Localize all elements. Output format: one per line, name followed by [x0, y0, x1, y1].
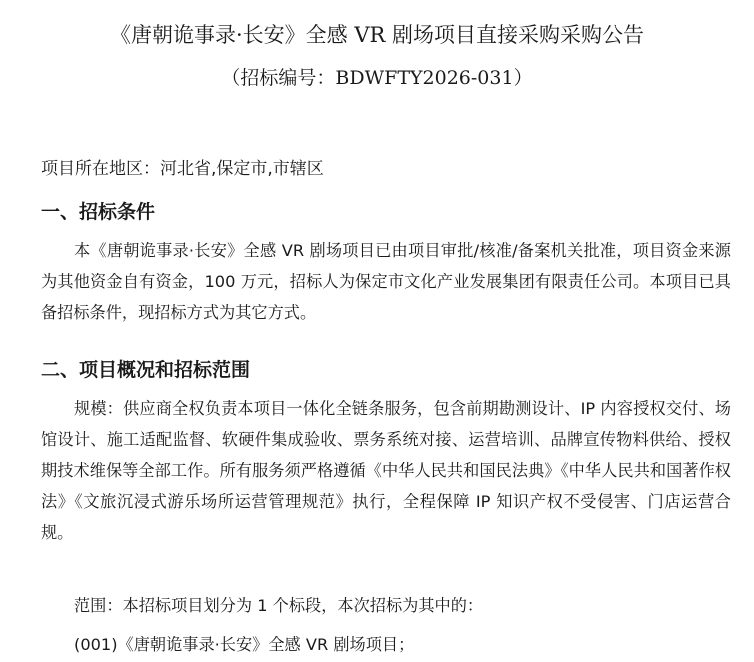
project-scope-line: 范围：本招标项目划分为 1 个标段，本次招标为其中的： — [74, 596, 484, 615]
tender-number: （招标编号：BDWFTY2026-031） — [221, 67, 533, 89]
notice-title: 《唐朝诡事录·长安》全感 VR 剧场项目直接采购采购公告 — [109, 23, 644, 47]
section-heading-project-overview: 二、项目概况和招标范围 — [41, 359, 251, 381]
bid-conditions-paragraph: 本《唐朝诡事录·长安》全感 VR 剧场项目已由项目审批/核准/备案机关批准，项目资金来源为其他资金自有资金，100 万元，招标人为保定市文化产业发展集团有限责任公司。本项目已具备招标条件，现招标方式为其它方式。 — [41, 241, 731, 322]
project-region: 项目所在地区：河北省,保定市,市辖区 — [41, 159, 324, 179]
project-scale-paragraph: 规模：供应商全权负责本项目一体化全链条服务，包含前期勘测设计、IP 内容授权交付、场馆设计、施工适配监督、软硬件集成验收、票务系统对接、运营培训、品牌宣传物料供给、授权期技术维保等全部工作。所有服务须严格遵循《中华人民共和国民法典》《中华人民共和国著作权法》《文旅沉浸式游乐场所运营管理规范》执行，全程保障 IP 知识产权不受侵害、门店运营合规。 — [41, 399, 731, 542]
lot-item: (001)《唐朝诡事录·长安》全感 VR 剧场项目； — [74, 635, 415, 654]
section-heading-bid-conditions: 一、招标条件 — [41, 201, 156, 223]
